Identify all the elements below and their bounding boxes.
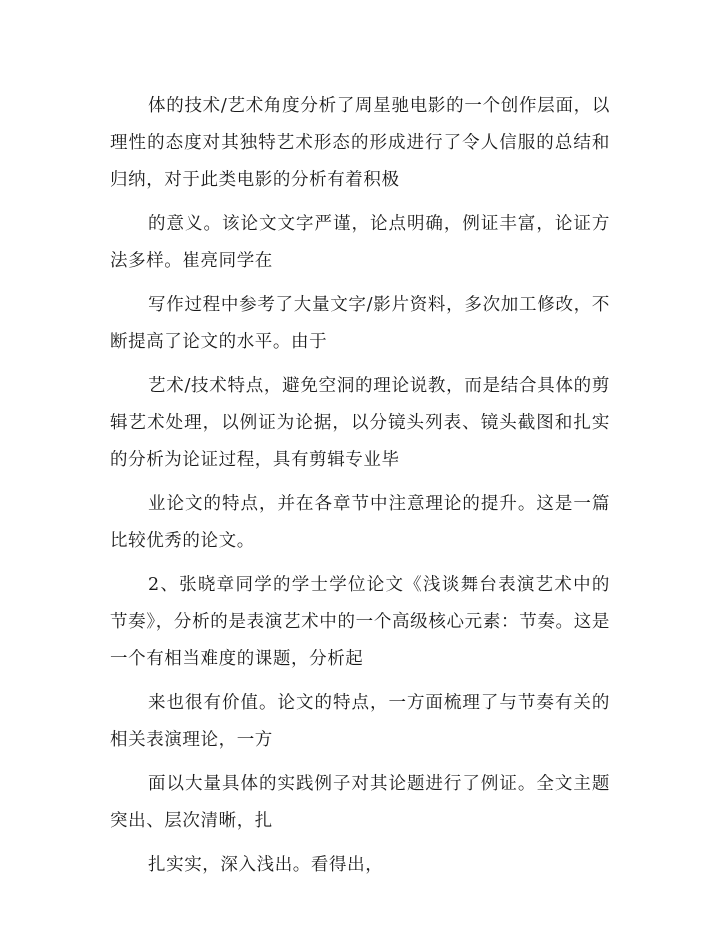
document-body (110, 88, 610, 891)
paragraph: 写作过程中参考了大量文字/影片资料，多次加工修改，不断提高了论文的水平。由于 (110, 295, 610, 352)
paragraph: 来也很有价值。论文的特点，一方面梳理了与节奏有关的相关表演理论，一方 (110, 693, 610, 750)
paragraph: 扎实实，深入浅出。看得出， (148, 855, 384, 875)
paragraph: 体的技术/艺术角度分析了周星驰电影的一个创作层面，以理性的态度对其独特艺术形态的形成进行了令人信服的总结和归纳，对于此类电影的分析有着积极 (110, 96, 610, 190)
paragraph: 业论文的特点，并在各章节中注意理论的提升。这是一篇比较优秀的论文。 (110, 494, 610, 551)
paragraph: 2、张晓章同学的学士学位论文《浅谈舞台表演艺术中的节奏》，分析的是表演艺术中的一个高级核心元素：节奏。这是一个有相当难度的课题，分析起 (110, 575, 610, 669)
paragraph: 面以大量具体的实践例子对其论题进行了例证。全文主题突出、层次清晰，扎 (110, 774, 610, 831)
paragraph: 艺术/技术特点，避免空洞的理论说教，而是结合具体的剪辑艺术处理，以例证为论据，以分镜头列表、镜头截图和扎实的分析为论证过程，具有剪辑专业毕 (110, 376, 610, 470)
paragraph: 的意义。该论文文字严谨，论点明确，例证丰富，论证方法多样。崔亮同学在 (110, 214, 610, 271)
